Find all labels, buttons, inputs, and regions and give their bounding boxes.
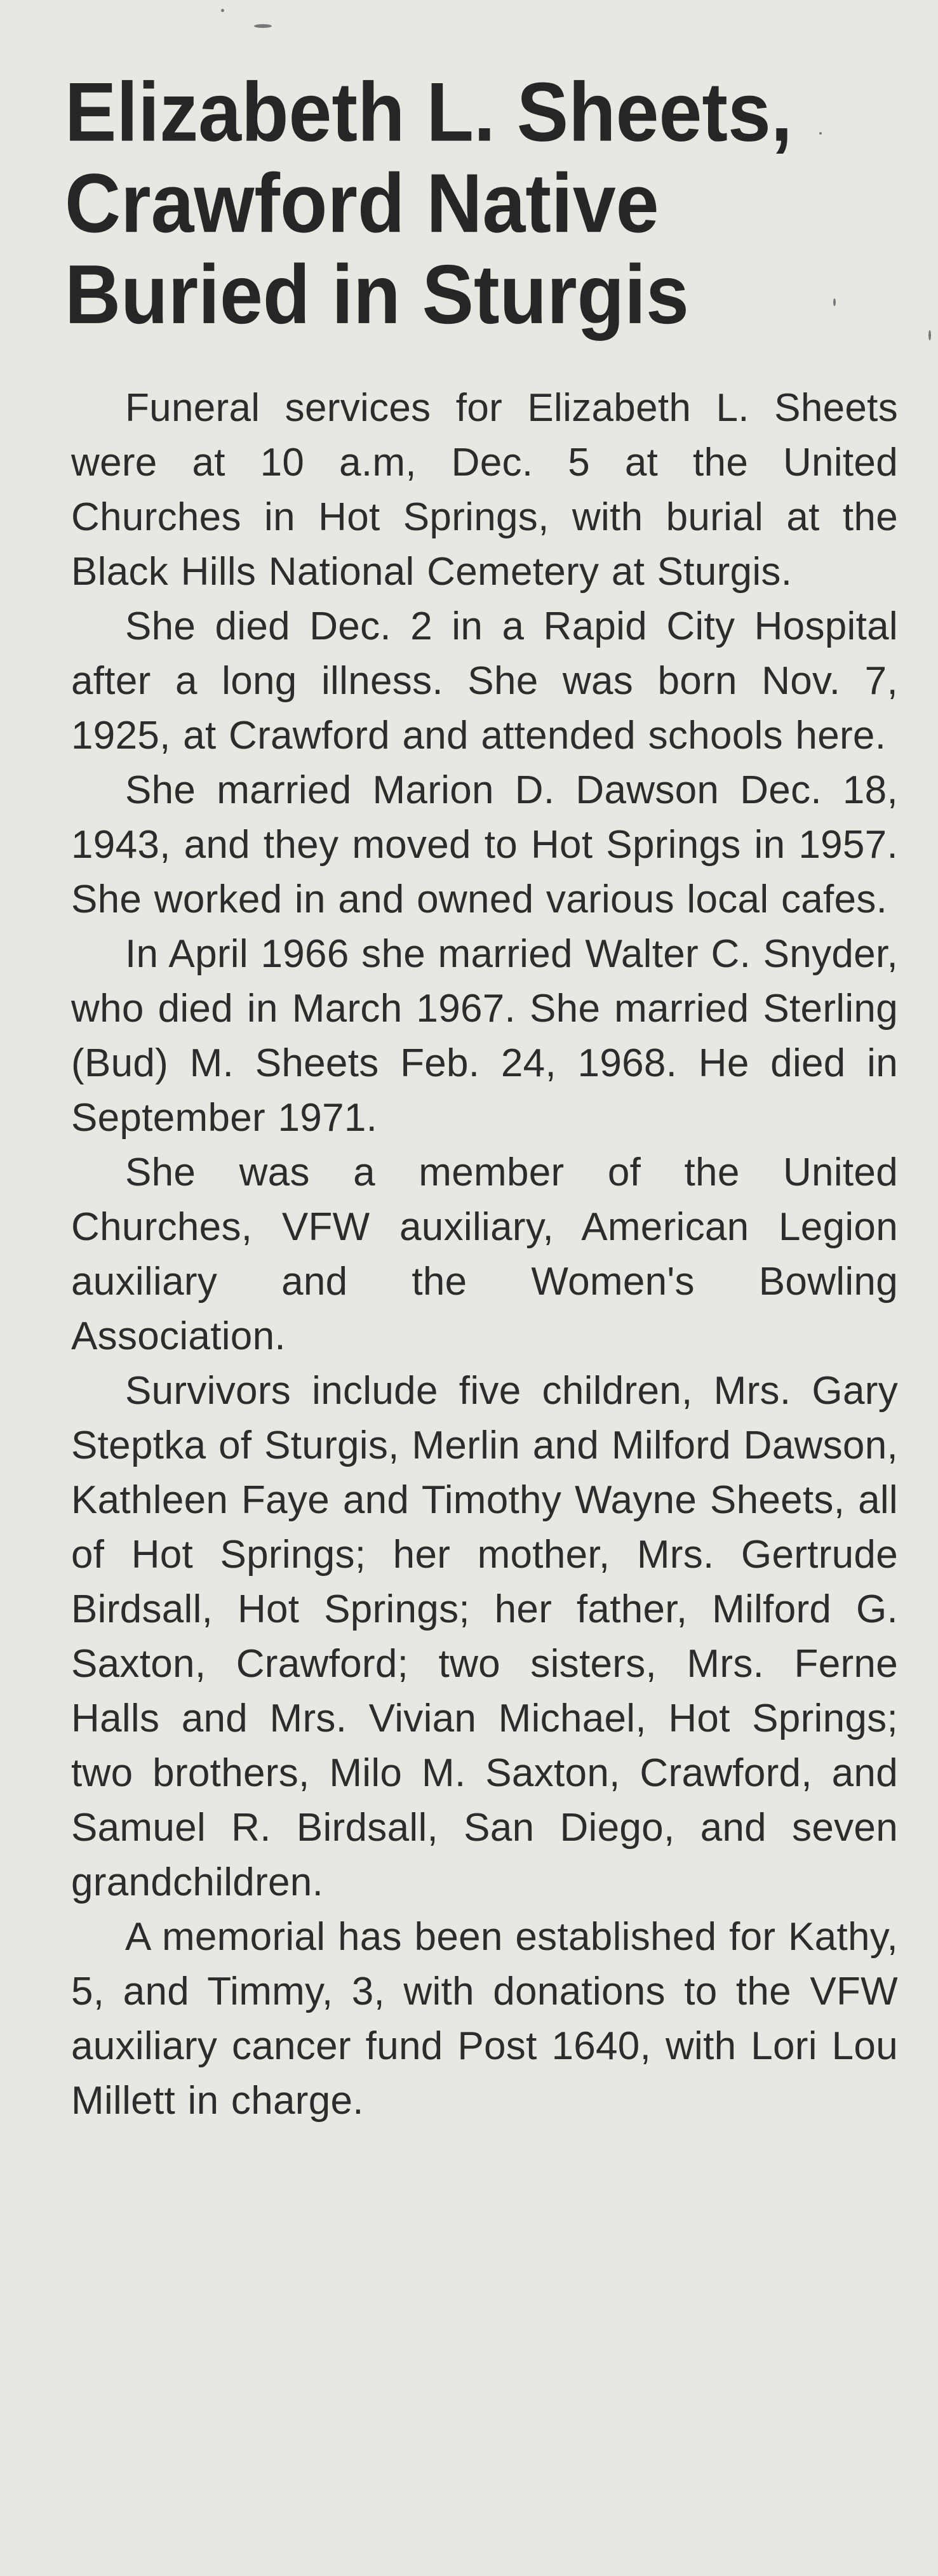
article-body	[71, 381, 898, 2128]
headline	[65, 67, 922, 340]
paragraph-memorial: A memorial has been established for Kathy, 5, and Timmy, 3, with donations to the VFW auxiliary cancer fund Post 1640, with Lori Lou Millett in charge.	[71, 1915, 898, 2123]
paragraph-later-marriages: In April 1966 she married Walter C. Snyder, who died in March 1967. She married Sterling (Bud) M. Sheets Feb. 24, 1968. He died in September 1971.	[71, 932, 898, 1140]
paragraph-survivors: Survivors include five children, Mrs. Gary Steptka of Sturgis, Merlin and Milford Dawson, Kathleen Faye and Timothy Wayne Sheets, all of Hot Springs; her mother, Mrs. Gertrude Birdsall, Hot Springs; her father, Milford G. Saxton, Crawford; two sisters, Mrs. Ferne Halls and Mrs. Vivian Michael, Hot Springs; two brothers, Milo M. Saxton, Crawford, and Samuel R. Birdsall, San Diego, and seven grandchildren.	[71, 1369, 898, 1904]
paragraph-first-marriage: She married Marion D. Dawson Dec. 18, 1943, and they moved to Hot Springs in 1957. She worked in and owned various local cafes.	[71, 768, 898, 921]
print-speck	[254, 24, 272, 28]
print-speck	[221, 9, 224, 12]
print-speck	[928, 330, 931, 340]
headline-line-2: Crawford Native	[65, 156, 659, 250]
paragraph-death-and-birth: She died Dec. 2 in a Rapid City Hospital after a long illness. She was born Nov. 7, 1925, at Crawford and attended schools here.	[71, 604, 898, 757]
headline-line-3: Buried in Sturgis	[65, 248, 689, 341]
paragraph-funeral-services: Funeral services for Elizabeth L. Sheets were at 10 a.m, Dec. 5 at the United Churches in Hot Springs, with burial at the Black Hills National Cemetery at Sturgis.	[71, 386, 898, 594]
headline-line-1: Elizabeth L. Sheets,	[65, 65, 793, 159]
paragraph-memberships: She was a member of the United Churches, VFW auxiliary, American Legion auxiliary and the Women's Bowling Association.	[71, 1151, 898, 1358]
